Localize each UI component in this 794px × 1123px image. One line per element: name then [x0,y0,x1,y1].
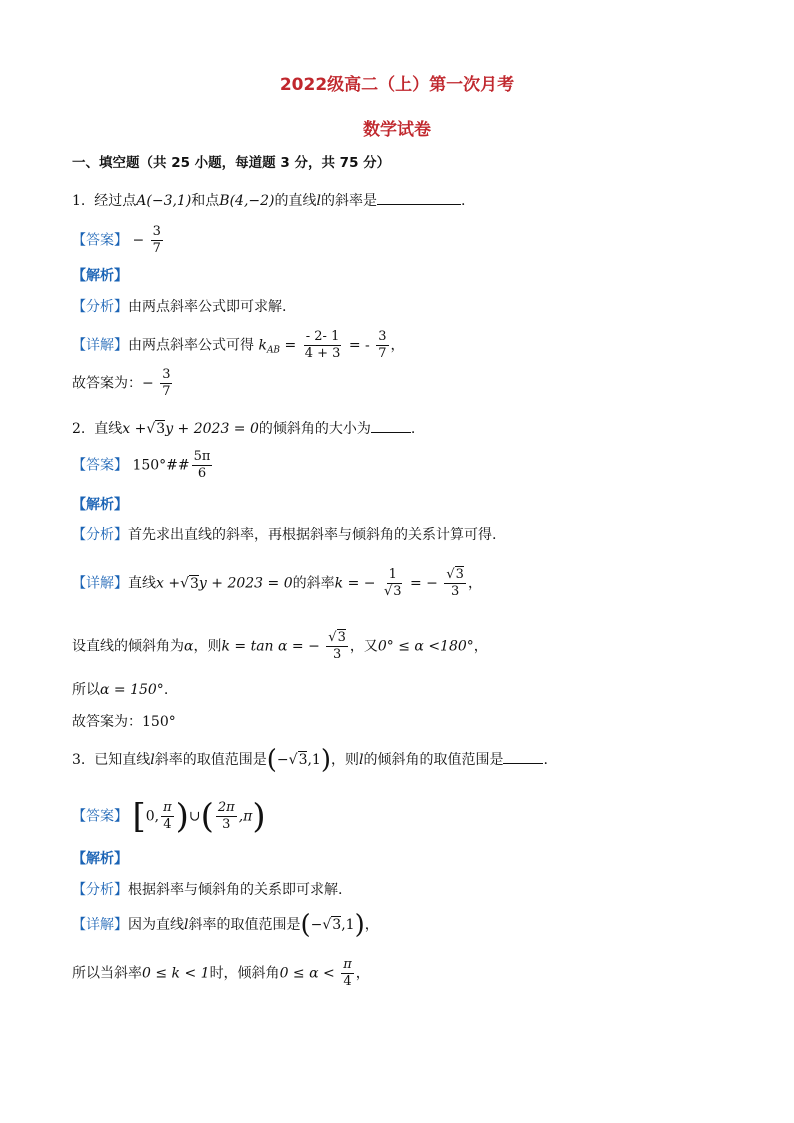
detail-text: 所以当斜率 [72,965,142,982]
detail-text-2: 时，倾斜角 [209,965,280,982]
range-c: ,1 [307,752,321,768]
interval-start: 0, [145,808,160,825]
q2-answer [72,449,214,482]
detail-tag: 【详解】 [72,575,128,592]
fenxi-tag: 【分析】 [72,882,128,898]
frac-den: 3 [222,817,231,832]
slope-eq: k = − [334,575,376,592]
fenxi-text: 首先求出直线的斜率，再根据斜率与倾斜角的关系计算可得. [128,527,497,543]
analysis-tag: 【解析】 [72,851,128,867]
comma: ， [364,917,379,933]
q3-text-2: 斜率的取值范围是 [154,752,267,768]
comma: ， [473,638,488,655]
conclusion-text: 故答案为：− [72,375,154,392]
detail-text-3: ，又 [349,638,378,655]
fraction-2 [376,329,388,362]
frac-den: 4 [163,817,172,832]
frac-num: 1 [388,567,397,582]
answer-blank [371,418,411,433]
slope-sub: AB [266,345,281,356]
answer-fraction [151,224,163,257]
question-number: 1. [72,193,86,209]
frac-num: π [343,957,352,972]
comma: ， [355,965,370,982]
angle-range: 0° ≤ α <180° [377,638,474,655]
sqrt-3: 3 [298,752,308,768]
page-subtitle: 数学试卷 [363,120,431,140]
question-number: 2. [72,421,86,437]
var-l: l [150,752,155,768]
sqrt-3: 3 [190,575,199,592]
detail-tag: 【详解】 [72,917,128,933]
frac-num: - 2- 1 [305,329,340,344]
question-number: 3. [72,752,86,768]
page-title: 2022级高二（上）第一次月考 [279,75,515,95]
fraction-2 [444,567,466,600]
fenxi-tag: 【分析】 [72,299,128,315]
frac-den: 3 [332,647,342,662]
slope-k: k [258,337,267,354]
detail-text: 设直线的倾斜角为 [72,638,184,655]
frac-num: √3 [446,567,464,582]
eqn-b: y + 2023 = 0 [165,421,259,437]
range-a: − [276,752,289,768]
frac-num: 3 [378,329,387,344]
fenxi-tag: 【分析】 [72,527,128,543]
fraction-2 [216,800,237,833]
question-2: 2. 直线x +√3y + 2023 = 0的倾斜角的大小为 . [72,418,415,439]
eq-sign: = [284,337,297,354]
detail-tag: 【详解】 [72,337,128,354]
q3-detail: 【详解】因为直线l斜率的取值范围是(−√3,1)， [72,910,379,940]
q1-text: 经过点 [94,193,137,209]
point-a: A(−3,1) [136,193,192,209]
analysis-tag: 【解析】 [72,268,128,284]
q1-text-4: 的斜率是 [321,193,377,209]
period: . [163,682,169,698]
q3-detail-line3 [72,957,370,990]
sqrt-3: 3 [337,630,346,645]
answer-fraction [192,449,213,482]
detail-text: 因为直线 [128,917,184,933]
conclusion-fraction [160,367,172,400]
frac-num: 3 [152,224,161,239]
eq-sign-2: = - [348,337,370,354]
frac-num: 5π [193,449,211,464]
frac-den: 7 [162,384,171,399]
frac-den: 4 [343,974,352,989]
detail-text-2: 斜率的取值范围是 [188,917,301,933]
conclusion-text: 故答案为： [72,714,142,730]
frac-den: 3 [451,584,460,599]
question-3: 3. 已知直线l斜率的取值范围是(−√3,1)，则l的倾斜角的取值范围是 . [72,745,548,775]
q1-end: . [461,193,466,209]
var-l-2: l [359,752,364,768]
answer-blank [503,749,543,764]
union-symbol: ∪ [188,808,201,825]
fenxi-text: 由两点斜率公式即可求解. [128,299,287,315]
fenxi-text: 根据斜率与倾斜角的关系即可求解. [128,882,343,898]
sqrt-3: 3 [332,917,342,933]
q3-text-4: 的倾斜角的取值范围是 [363,752,504,768]
angle-range: 0 ≤ α < [279,965,335,982]
detail-text: 由两点斜率公式可得 [128,337,254,354]
q2-text: 直线 [94,421,123,437]
q2-conclusion [72,712,176,732]
frac-den: √3 [383,584,402,599]
tan-eq: k = tan α = − [221,638,320,655]
q3-end: . [543,752,548,768]
frac-den: 4 + 3 [304,346,341,361]
q1-text-3: 的直线 [274,193,317,209]
q2-detail-line4 [72,680,168,700]
q3-text: 已知直线 [94,752,151,768]
fraction-1 [161,800,174,833]
alpha: α [184,638,194,655]
eqn-a: x + [122,421,147,437]
sqrt-3: 3 [455,567,464,582]
q2-detail-line3 [72,630,488,663]
detail-text-2: 的斜率 [292,575,335,592]
answer-sign: − [132,232,145,249]
frac-num: π [163,800,172,815]
comma: ， [467,575,482,592]
answer-blank [377,190,461,205]
detail-text: 所以 [72,682,100,698]
q2-detail: 【详解】直线x +√3y + 2023 = 0的斜率k = − $\frac{1}{√3}$ = − $\frac{√3}{3}$ ， [72,567,482,599]
frac-den: 6 [197,466,207,481]
q1-fenxi [72,297,286,317]
comma: ， [390,337,405,354]
answer-value: 150°## [132,457,190,474]
fraction-1 [382,567,404,600]
fraction [326,630,348,663]
q3-answer: 【答案】 [0, $\frac{\pi}{4}$ )∪( $\frac{2\pi}{3}$ ,π) [72,796,266,837]
section-heading: 一、填空题（共 25 小题，每道题 3 分，共 75 分） [72,155,391,171]
q1-answer [72,224,165,257]
var-l: l [184,917,189,933]
range-c: ,1 [341,917,355,933]
slope-range: 0 ≤ k < 1 [142,965,210,982]
range-a: − [310,917,323,933]
frac-num: 3 [162,367,171,382]
analysis-tag: 【解析】 [72,497,128,513]
sqrt-3: 3 [156,421,166,437]
fraction [341,957,354,990]
answer-tag: 【答案】 [72,808,128,825]
q3-fenxi [72,880,342,900]
conclusion-value: 150° [142,714,176,730]
eqn-a: x + [156,575,181,592]
frac-num: √3 [328,630,346,645]
q1-text-2: 和点 [191,193,220,209]
alpha-value: α = 150° [100,682,164,698]
var-l: l [316,193,321,209]
frac-den: 7 [152,241,161,256]
frac-den: 7 [378,346,387,361]
detail-text: 直线 [128,575,156,592]
q2-end: . [410,421,416,437]
frac-num: 2π [217,800,235,815]
answer-tag: 【答案】 [72,457,128,474]
q1-detail [72,329,405,362]
q2-fenxi [72,525,496,545]
eqn-b: y + 2023 = 0 [198,575,293,592]
q2-text-2: 的倾斜角的大小为 [258,421,371,437]
q1-conclusion [72,367,174,400]
fraction-1 [303,329,343,362]
q3-text-3: ，则 [331,752,359,768]
question-1 [72,190,465,211]
eq-sign: = − [409,575,438,592]
detail-text-2: ，则 [193,638,222,655]
interval-end: ,π [238,808,253,825]
point-b: B(4,−2) [219,193,275,209]
answer-tag: 【答案】 [72,232,128,249]
sqrt-3: 3 [393,584,402,599]
